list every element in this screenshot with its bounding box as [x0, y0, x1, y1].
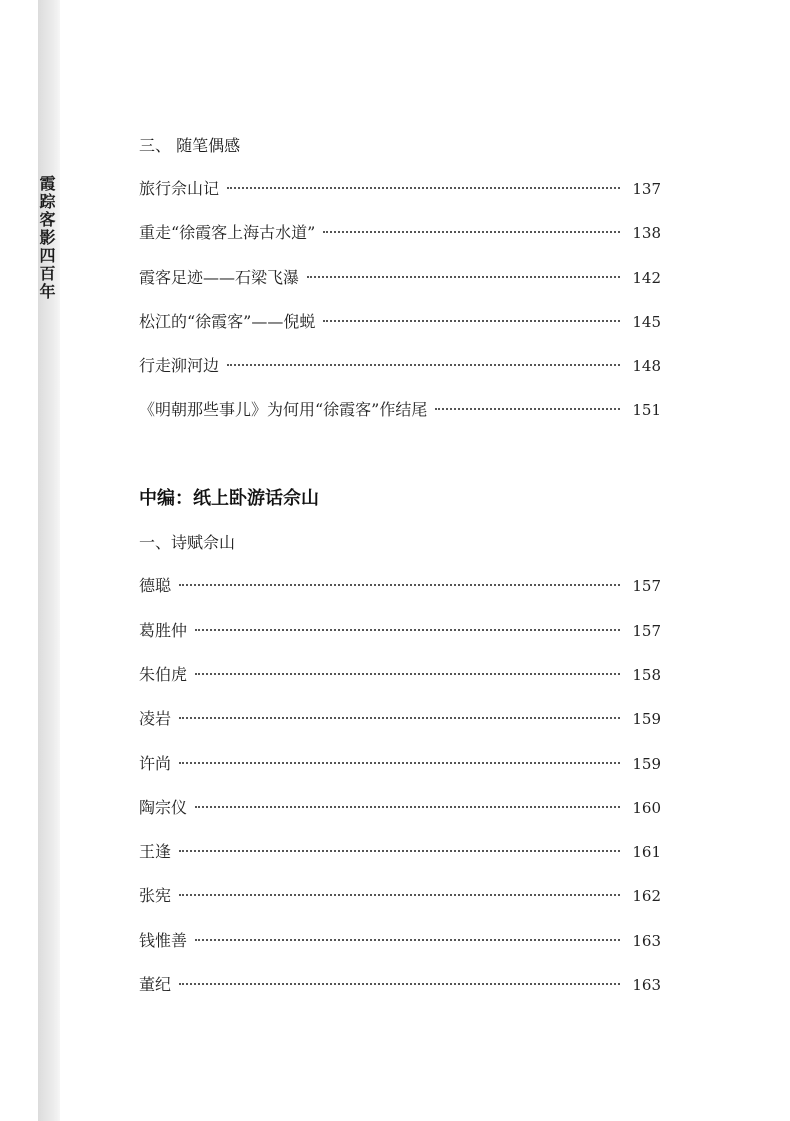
toc-entry[interactable]	[139, 353, 661, 377]
toc-entry-title: 行走泖河边	[139, 356, 220, 375]
toc-entry[interactable]	[139, 220, 661, 244]
toc-page-number: 160	[632, 799, 661, 817]
toc-dot-leader	[179, 584, 620, 586]
toc-page-number: 159	[632, 755, 661, 773]
side-book-title: 霞踪客影四百年	[37, 175, 56, 301]
toc-entry-title: 许尚	[139, 754, 172, 773]
toc-entry-title: 张宪	[139, 886, 172, 905]
toc-dot-leader	[179, 894, 620, 896]
side-tab	[38, 0, 60, 1121]
toc-page-number: 148	[632, 357, 661, 375]
toc-dot-leader	[435, 408, 620, 410]
toc-dot-leader	[195, 629, 620, 631]
toc-dot-leader	[227, 364, 620, 366]
toc-entry-title: 重走“徐霞客上海古水道”	[139, 223, 316, 242]
toc-page-number: 163	[632, 976, 661, 994]
toc-dot-leader	[323, 320, 620, 322]
toc-page-number: 157	[632, 577, 661, 595]
toc-dot-leader	[179, 717, 620, 719]
toc-dot-leader	[323, 231, 620, 233]
toc-entry[interactable]	[139, 265, 661, 289]
toc-entry[interactable]	[139, 662, 661, 686]
toc-entry-title: 陶宗仪	[139, 798, 188, 817]
toc-entry[interactable]	[139, 839, 661, 863]
toc-entry[interactable]	[139, 751, 661, 775]
toc-page-number: 159	[632, 710, 661, 728]
toc-page-number: 163	[632, 932, 661, 950]
toc-entry[interactable]	[139, 883, 661, 907]
toc-entry[interactable]	[139, 176, 661, 200]
part-heading-middle: 中编：纸上卧游话佘山	[139, 488, 319, 509]
toc-entry-title: 朱伯虎	[139, 665, 188, 684]
section-heading-shifu: 一、诗赋佘山	[139, 533, 236, 552]
toc-dot-leader	[195, 673, 620, 675]
toc-entry-title: 《明朝那些事儿》为何用“徐霞客”作结尾	[139, 400, 428, 419]
section-heading-suibi: 三、 随笔偶感	[139, 136, 241, 155]
toc-dot-leader	[179, 762, 620, 764]
toc-page-number: 151	[632, 401, 661, 419]
toc-entry[interactable]	[139, 573, 661, 597]
toc-dot-leader	[307, 276, 620, 278]
toc-dot-leader	[179, 983, 620, 985]
toc-page-number: 138	[632, 224, 661, 242]
toc-entry[interactable]	[139, 397, 661, 421]
toc-page-number: 158	[632, 666, 661, 684]
toc-entry-title: 德聪	[139, 576, 172, 595]
toc-entry-title: 董纪	[139, 975, 172, 994]
toc-entry[interactable]	[139, 972, 661, 996]
toc-dot-leader	[179, 850, 620, 852]
toc-page-number: 145	[632, 313, 661, 331]
toc-entry-title: 松江的“徐霞客”——倪蜕	[139, 312, 316, 331]
toc-entry-title: 霞客足迹——石梁飞瀑	[139, 268, 300, 287]
toc-entry-title: 王逢	[139, 842, 172, 861]
toc-page-number: 161	[632, 843, 661, 861]
toc-dot-leader	[195, 806, 620, 808]
toc-page-number: 142	[632, 269, 661, 287]
toc-entry[interactable]	[139, 618, 661, 642]
toc-entry-title: 葛胜仲	[139, 621, 188, 640]
toc-entry[interactable]	[139, 309, 661, 333]
toc-entry[interactable]	[139, 928, 661, 952]
toc-entry[interactable]	[139, 795, 661, 819]
toc-page-number: 162	[632, 887, 661, 905]
toc-dot-leader	[227, 187, 620, 189]
toc-entry-title: 钱惟善	[139, 931, 188, 950]
toc-page-number: 137	[632, 180, 661, 198]
toc-page-number: 157	[632, 622, 661, 640]
toc-dot-leader	[195, 939, 620, 941]
toc-entry-title: 凌岩	[139, 709, 172, 728]
toc-entry[interactable]	[139, 706, 661, 730]
toc-entry-title: 旅行佘山记	[139, 179, 220, 198]
